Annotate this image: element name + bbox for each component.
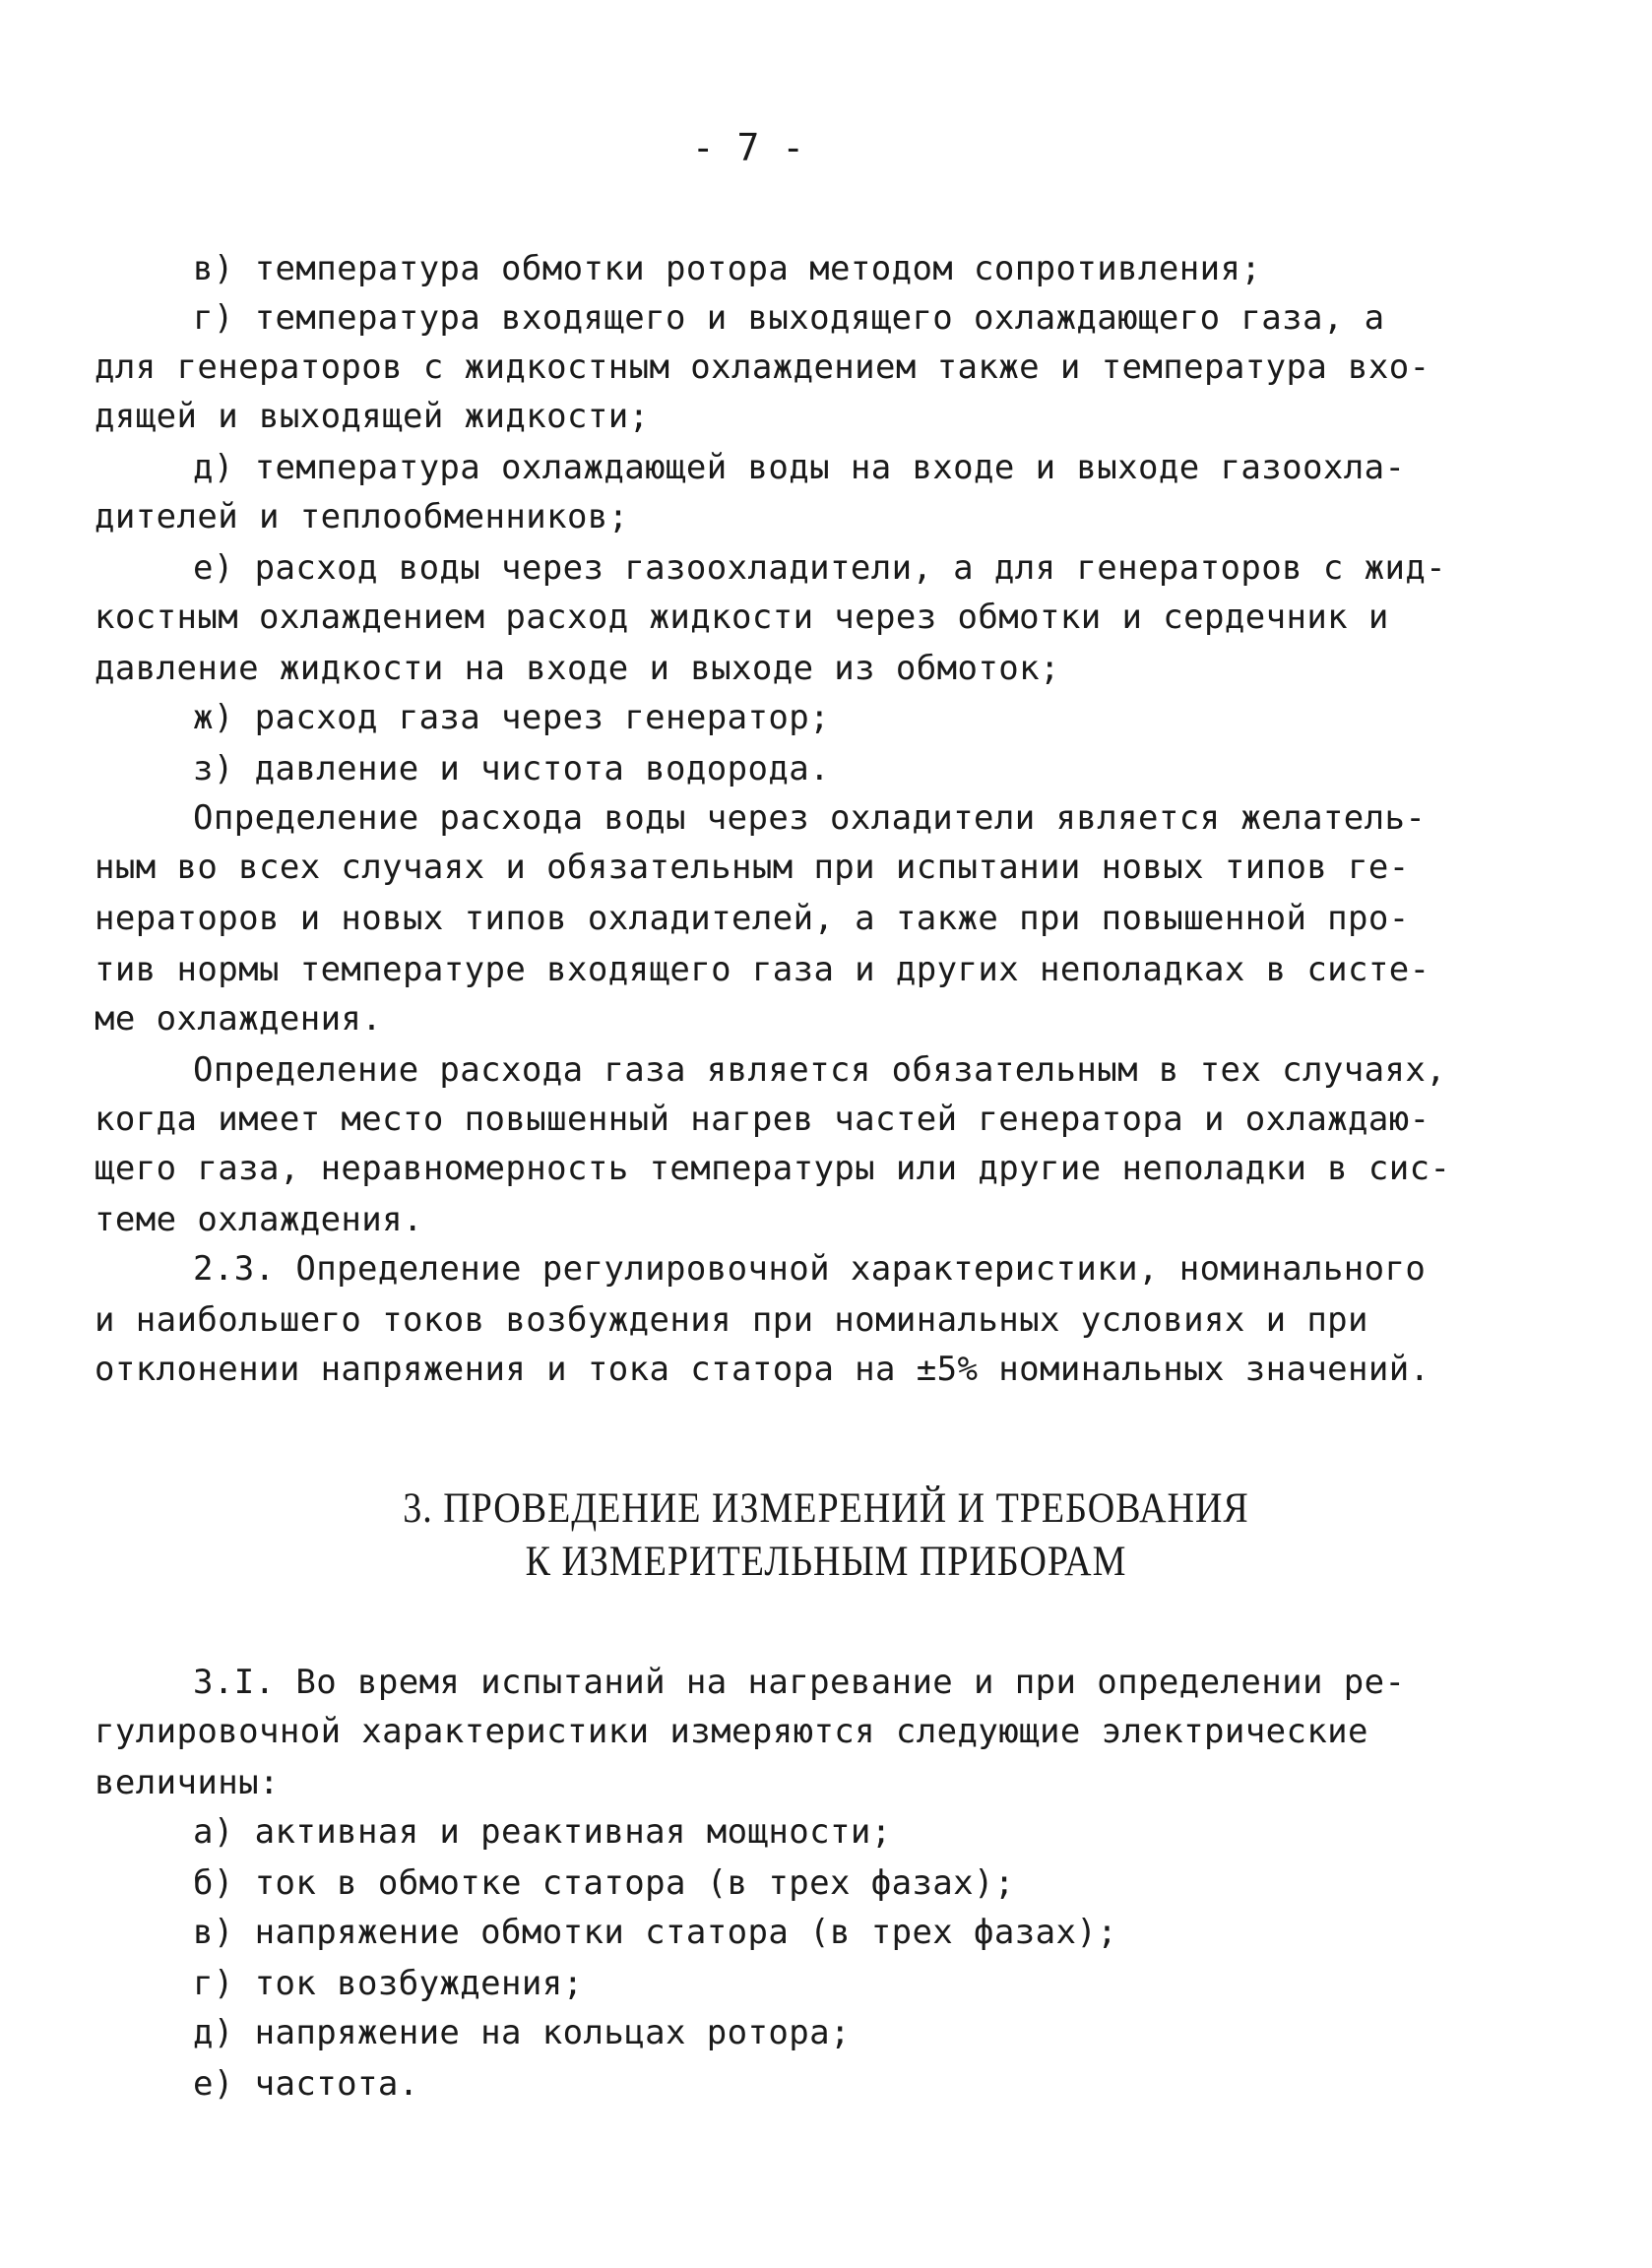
- text-line: величины:: [95, 1763, 280, 1802]
- text-line: тив нормы температуре входящего газа и других неполадках в систе-: [95, 950, 1430, 989]
- text-line: е) расход воды через газоохладители, а для генераторов с жид-: [193, 548, 1447, 588]
- text-line: дителей и теплообменников;: [95, 497, 629, 536]
- text-line: давление жидкости на входе и выходе из обмоток;: [95, 649, 1060, 688]
- text-line: и наибольшего токов возбуждения при номинальных условиях и при: [95, 1300, 1368, 1340]
- text-line: 2.3. Определение регулировочной характеристики, номинального: [193, 1249, 1427, 1289]
- list-item: д) напряжение на кольцах ротора;: [193, 2013, 851, 2052]
- text-line: ме охлаждения.: [95, 999, 383, 1039]
- text-line: щего газа, неравномерность температуры или другие неполадки в сис-: [95, 1149, 1451, 1188]
- page-number: - 7 -: [691, 126, 805, 169]
- text-line: когда имеет место повышенный нагрев частей генератора и охлаждаю-: [95, 1100, 1430, 1139]
- text-line: Определение расхода воды через охладители является желатель-: [193, 798, 1427, 838]
- list-item: е) частота.: [193, 2064, 419, 2104]
- text-line: гулировочной характеристики измеряются следующие электрические: [95, 1712, 1368, 1751]
- text-line: д) температура охлаждающей воды на входе и выходе газоохла-: [193, 448, 1406, 487]
- text-line: отклонении напряжения и тока статора на ±5% номинальных значений.: [95, 1350, 1430, 1389]
- list-item: б) ток в обмотке статора (в трех фазах);: [193, 1863, 1015, 1903]
- list-item: в) напряжение обмотки статора (в трех фазах);: [193, 1913, 1118, 1952]
- text-line: г) температура входящего и выходящего охлаждающего газа, а: [193, 298, 1385, 338]
- text-line: ж) расход газа через генератор;: [193, 698, 830, 737]
- text-line: Определение расхода газа является обязательным в тех случаях,: [193, 1050, 1447, 1090]
- text-line: нераторов и новых типов охладителей, а также при повышенной про-: [95, 899, 1410, 938]
- text-line: дящей и выходящей жидкости;: [95, 397, 650, 436]
- list-item: а) активная и реактивная мощности;: [193, 1812, 892, 1852]
- text-line: теме охлаждения.: [95, 1200, 423, 1239]
- text-line: костным охлаждением расход жидкости через обмотки и сердечник и: [95, 598, 1389, 637]
- text-line: в) температура обмотки ротора методом сопротивления;: [193, 249, 1262, 288]
- text-line: з) давление и чистота водорода.: [193, 749, 830, 788]
- section-heading-line-2: К ИЗМЕРИТЕЛЬНЫМ ПРИБОРАМ: [525, 1537, 1127, 1586]
- section-heading-line-1: 3. ПРОВЕДЕНИЕ ИЗМЕРЕНИЙ И ТРЕБОВАНИЯ: [403, 1483, 1249, 1533]
- text-line: 3.I. Во время испытаний на нагревание и при определении ре-: [193, 1663, 1406, 1702]
- list-item: г) ток возбуждения;: [193, 1964, 584, 2003]
- text-line: ным во всех случаях и обязательным при испытании новых типов ге-: [95, 848, 1410, 887]
- text-line: для генераторов с жидкостным охлаждением также и температура вхо-: [95, 347, 1430, 387]
